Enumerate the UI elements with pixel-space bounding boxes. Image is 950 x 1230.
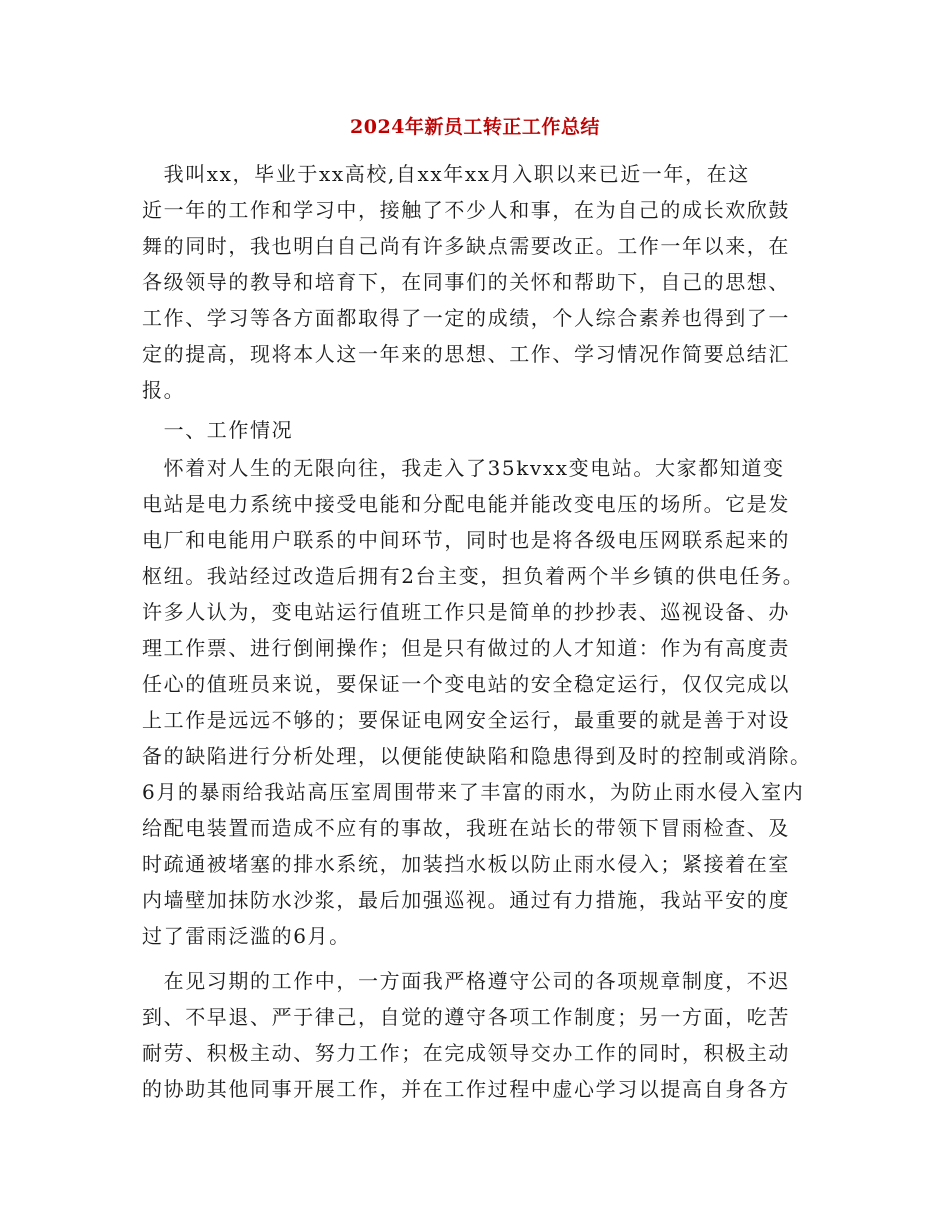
paragraph-line: 内墙壁加抹防水沙浆，最后加强巡视。通过有力措施，我站平安的度 xyxy=(142,888,790,912)
paragraph-line: 过了雷雨泛滥的6月。 xyxy=(142,924,351,948)
paragraph-line: 的协助其他同事开展工作，并在工作过程中虚心学习以提高自身各方 xyxy=(142,1077,790,1101)
paragraph-line: 理工作票、进行倒闸操作；但是只有做过的人才知道：作为有高度责 xyxy=(142,636,790,660)
paragraph-line: 在见习期的工作中，一方面我严格遵守公司的各项规章制度，不迟 xyxy=(142,969,790,993)
paragraph-line: 到、不早退、严于律己，自觉的遵守各项工作制度；另一方面，吃苦 xyxy=(142,1005,790,1029)
paragraph-line: 耐劳、积极主动、努力工作；在完成领导交办工作的同时，积极主动 xyxy=(142,1041,790,1065)
paragraph-line: 各级领导的教导和培育下，在同事们的关怀和帮助下，自己的思想、 xyxy=(142,270,790,294)
paragraph-line: 定的提高，现将本人这一年来的思想、工作、学习情况作简要总结汇 xyxy=(142,342,790,366)
paragraph-line: 怀着对人生的无限向往，我走入了35kvxx变电站。大家都知道变 xyxy=(142,456,785,480)
paragraph-line: 枢纽。我站经过改造后拥有2台主变，担负着两个半乡镇的供电任务。 xyxy=(142,564,805,588)
paragraph-line: 舞的同时，我也明白自己尚有许多缺点需要改正。工作一年以来，在 xyxy=(142,234,790,258)
paragraph-line: 工作、学习等各方面都取得了一定的成绩，个人综合素养也得到了一 xyxy=(142,306,790,330)
document-title: 2024年新员工转正工作总结 xyxy=(350,116,600,138)
paragraph-line: 时疏通被堵塞的排水系统，加装挡水板以防止雨水侵入；紧接着在室 xyxy=(142,852,790,876)
paragraph-line: 电厂和电能用户联系的中间环节，同时也是将各级电压网联系起来的 xyxy=(142,528,790,552)
paragraph-line: 任心的值班员来说，要保证一个变电站的安全稳定运行，仅仅完成以 xyxy=(142,672,790,696)
paragraph-line: 上工作是远远不够的；要保证电网安全运行，最重要的就是善于对设 xyxy=(142,708,790,732)
paragraph-line: 报。 xyxy=(142,378,186,402)
paragraph-line: 6月的暴雨给我站高压室周围带来了丰富的雨水，为防止雨水侵入室内 xyxy=(142,780,805,804)
paragraph-line: 备的缺陷进行分析处理，以便能使缺陷和隐患得到及时的控制或消除。 xyxy=(142,744,812,768)
paragraph-line: 电站是电力系统中接受电能和分配电能并能改变电压的场所。它是发 xyxy=(142,492,790,516)
section-heading: 一、工作情况 xyxy=(142,418,294,442)
paragraph-line: 近一年的工作和学习中，接触了不少人和事，在为自己的成长欢欣鼓 xyxy=(142,198,790,222)
paragraph-line: 给配电装置而造成不应有的事故，我班在站长的带领下冒雨检查、及 xyxy=(142,816,790,840)
paragraph-line: 许多人认为，变电站运行值班工作只是简单的抄抄表、巡视设备、办 xyxy=(142,600,790,624)
paragraph-line: 我叫xx，毕业于xx高校,自xx年xx月入职以来已近一年，在这 xyxy=(142,162,750,186)
